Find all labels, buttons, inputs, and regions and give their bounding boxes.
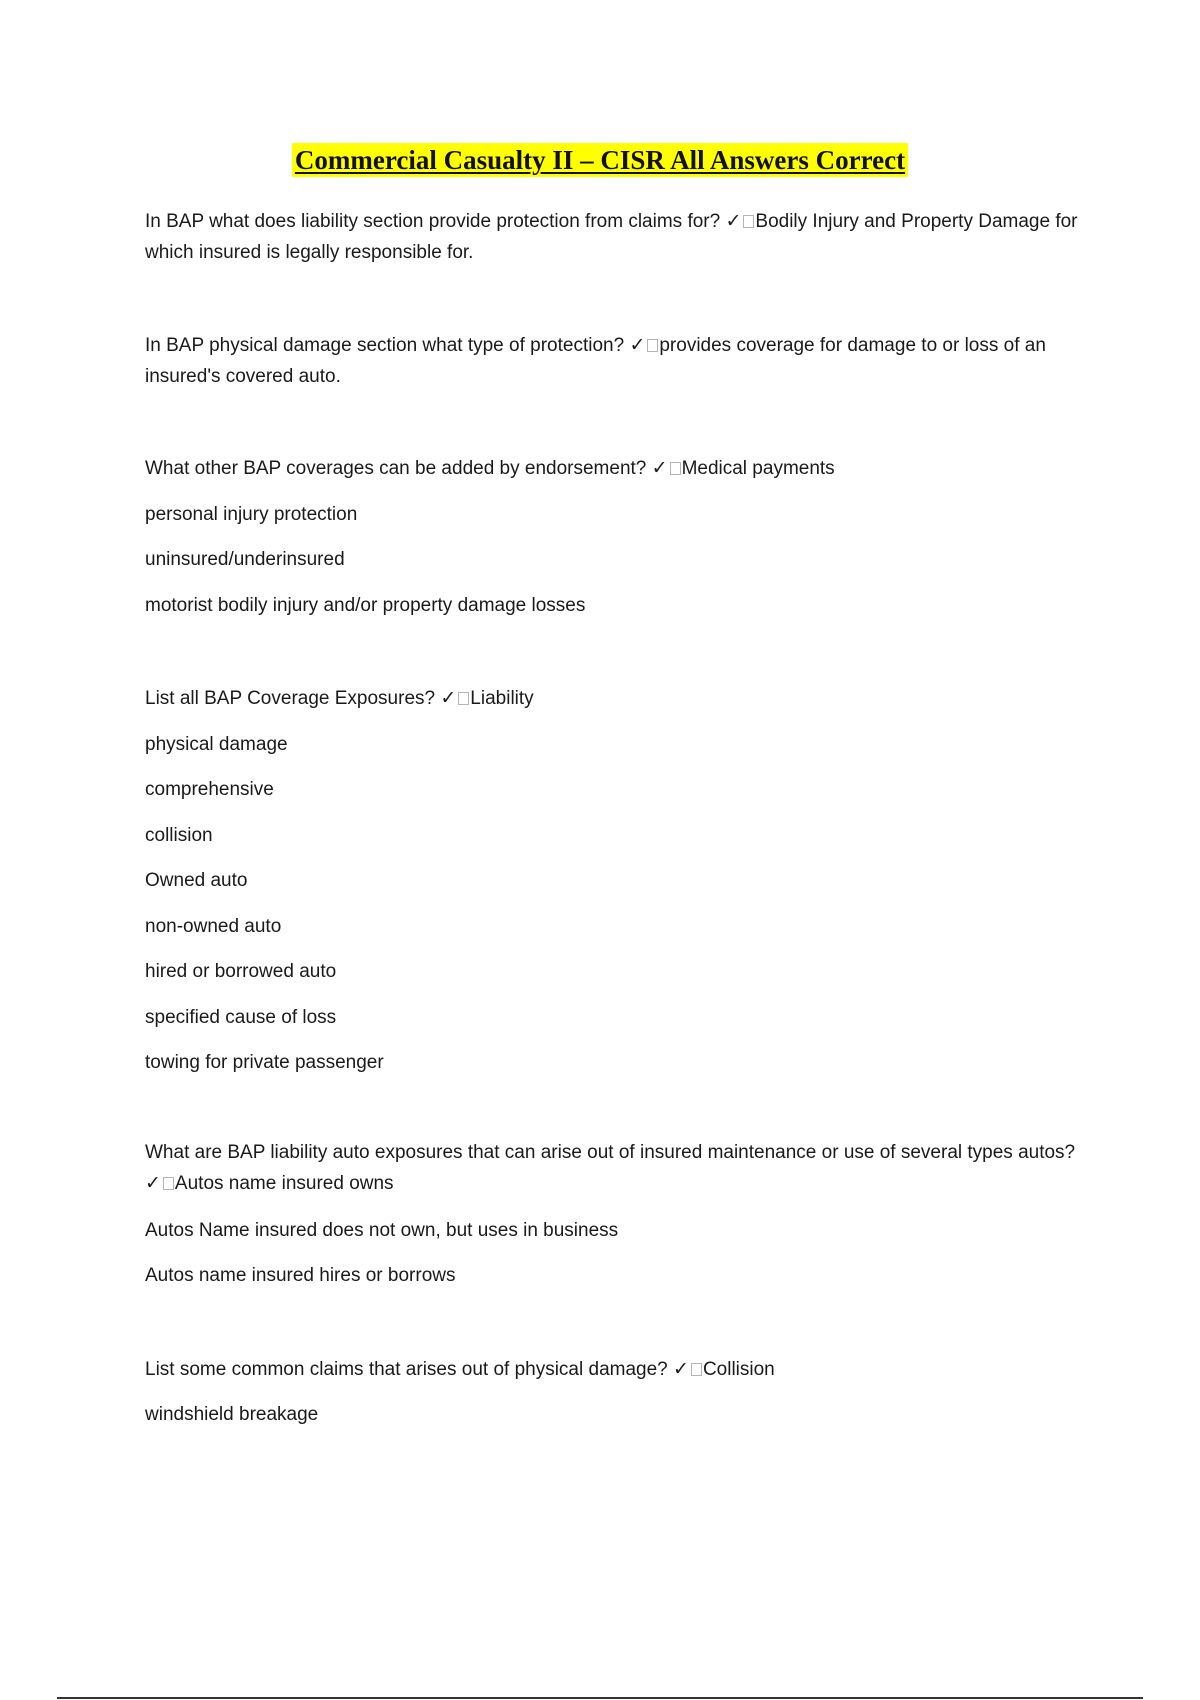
check-mark-icon: ✓ (673, 1358, 689, 1380)
footer-rule (57, 1697, 1143, 1699)
question-text: What are BAP liability auto exposures that can arise out of insured maintenance or use of several types autos? (145, 1142, 1076, 1163)
qa-block-3 (145, 453, 1090, 484)
empty-box-icon (163, 1177, 174, 1190)
qa-question-line (145, 683, 1090, 714)
check-mark-icon: ✓ (145, 1172, 161, 1194)
qa-block-4 (145, 683, 1090, 714)
check-mark-icon: ✓ (440, 687, 457, 709)
answer-line: Owned auto (145, 870, 248, 891)
qa-block-1 (145, 206, 1090, 268)
qa-question-line (145, 453, 1090, 484)
answer-line: specified cause of loss (145, 1007, 337, 1028)
question-text: List some common claims that arises out of physical damage? (145, 1359, 668, 1380)
answer-text: provides coverage for damage to or loss of an insured's covered auto. (145, 335, 1046, 387)
qa-block-6 (145, 1354, 1090, 1385)
check-mark-icon: ✓ (725, 210, 742, 232)
answer-line: towing for private passenger (145, 1052, 384, 1073)
qa-block-5 (145, 1137, 1090, 1199)
answer-text: Bodily Injury and Property Damage for which insured is legally responsible for. (145, 211, 1078, 263)
answer-text: Medical payments (681, 458, 835, 479)
answer-text: Autos name insured owns (174, 1173, 394, 1194)
answer-line: physical damage (145, 734, 288, 755)
answer-line: Autos Name insured does not own, but uses in business (145, 1220, 619, 1241)
qa-question-line (145, 1354, 1090, 1385)
check-mark-icon: ✓ (629, 334, 646, 356)
question-text: List all BAP Coverage Exposures? (145, 688, 436, 709)
answer-line: motorist bodily injury and/or property damage losses (145, 595, 586, 616)
answer-text: Collision (702, 1359, 775, 1380)
empty-box-icon (691, 1363, 702, 1376)
empty-box-icon (670, 462, 681, 475)
answer-line: personal injury protection (145, 504, 358, 525)
qa-question-line (145, 330, 1090, 392)
empty-box-icon (743, 215, 754, 228)
answer-line: uninsured/underinsured (145, 549, 345, 570)
question-text: In BAP physical damage section what type of protection? (145, 335, 625, 356)
question-text: In BAP what does liability section provide protection from claims for? (145, 211, 721, 232)
qa-question-line (145, 206, 1090, 268)
qa-question-line (145, 1137, 1090, 1199)
empty-box-icon (458, 692, 469, 705)
check-mark-icon: ✓ (651, 457, 668, 479)
answer-line: windshield breakage (145, 1404, 319, 1425)
answer-line: hired or borrowed auto (145, 961, 337, 982)
answer-line: collision (145, 825, 213, 846)
answer-line: Autos name insured hires or borrows (145, 1265, 456, 1286)
empty-box-icon (647, 339, 658, 352)
answer-line: comprehensive (145, 779, 274, 800)
document-title: Commercial Casualty II – CISR All Answers Correct (292, 143, 908, 177)
answer-text: Liability (470, 688, 534, 709)
qa-block-2 (145, 330, 1090, 392)
title-wrap (0, 143, 1200, 177)
answer-line: non-owned auto (145, 916, 282, 937)
question-text: What other BAP coverages can be added by endorsement? (145, 458, 647, 479)
